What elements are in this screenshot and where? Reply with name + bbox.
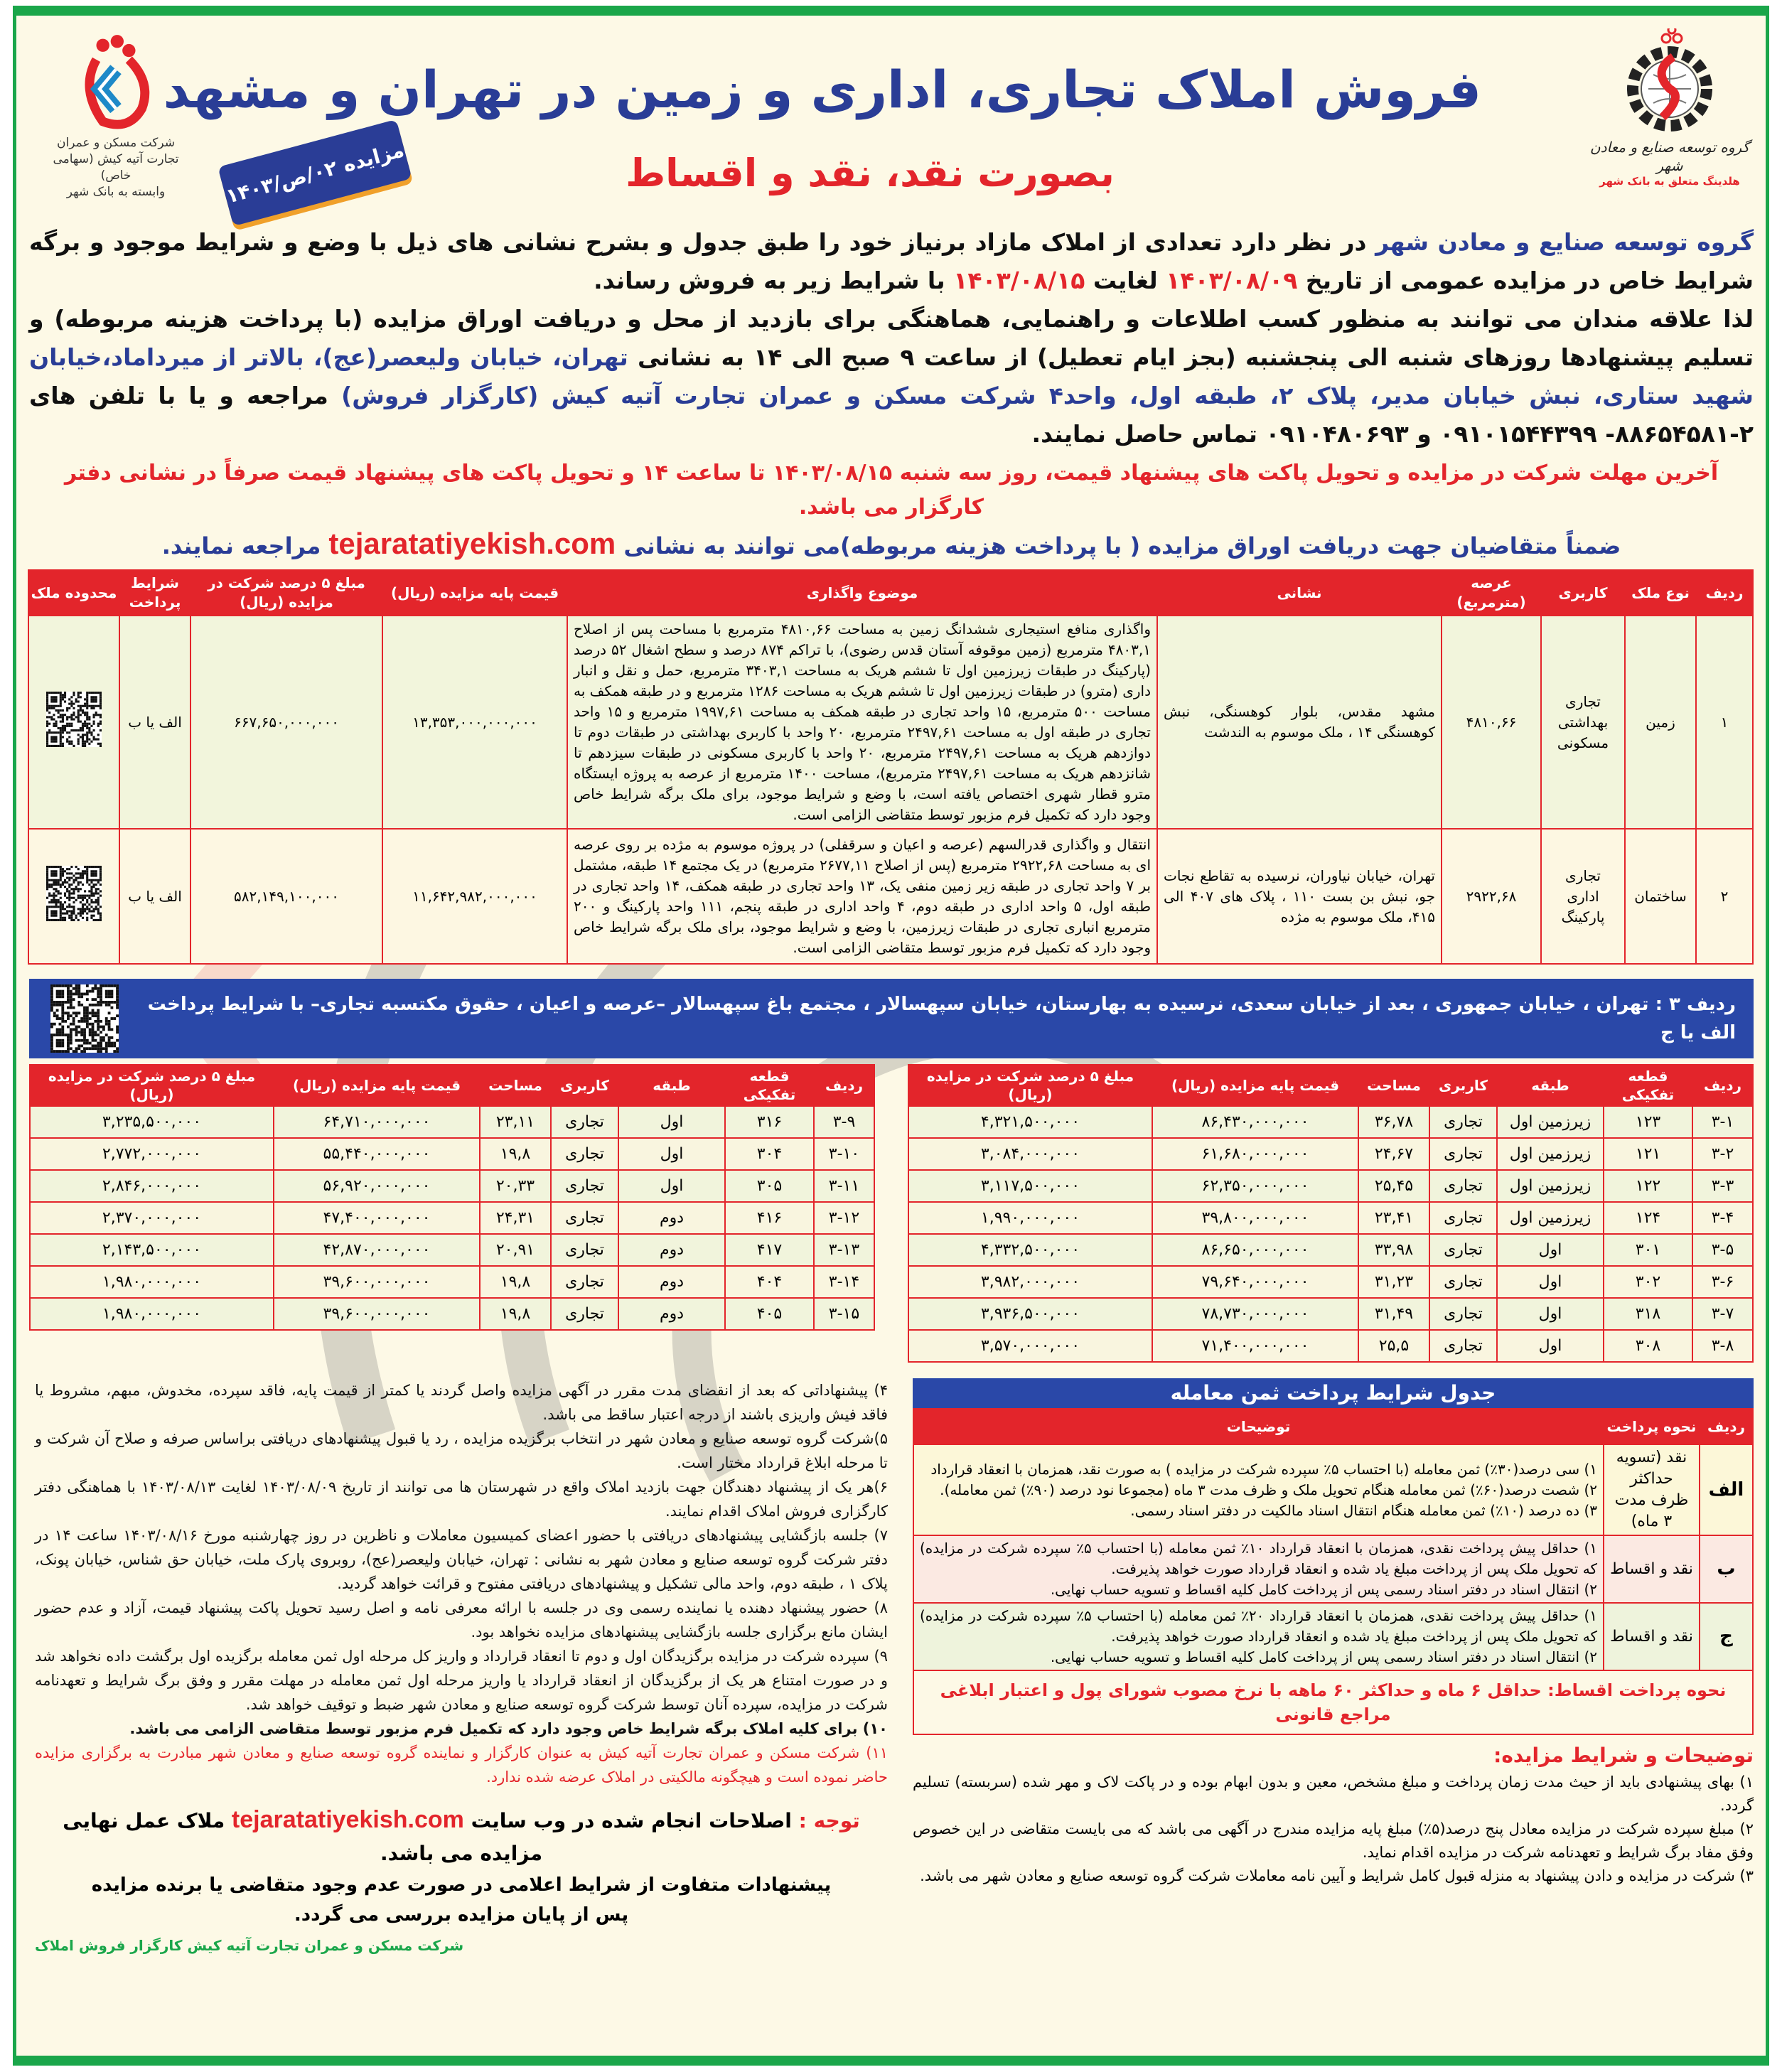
cell-usage: تجاری بهداشتی مسکونی [1541,616,1625,829]
condition-item: ۱) بهای پیشنهادی باید از حیث مدت زمان پرداخت و مبلغ مشخص، معین و بدون ابهام بوده و در پاکت لاک و مهر شده (سربسته) تسلیم گردد. [913,1773,1754,1814]
cell-floor: اول [618,1106,725,1138]
cell-base-price: ۳۹,۶۰۰,۰۰۰,۰۰۰ [274,1298,480,1330]
cell-area: ۲۴,۳۱ [480,1202,551,1234]
unit-row [908,1234,1753,1266]
cell-deposit: ۶۶۷,۶۵۰,۰۰۰,۰۰۰ [190,616,382,829]
header-method: نحوه پرداخت [1604,1409,1700,1444]
cell-row: ۱ [1696,616,1753,829]
cell-floor: زیرزمین اول [1497,1106,1604,1138]
cell-type: زمین [1625,616,1696,829]
cell-base-price: ۱۱,۶۴۲,۹۸۲,۰۰۰,۰۰۰ [382,829,567,964]
payment-terms-table [913,1408,1754,1671]
cell-parcel: ۳۰۸ [1604,1330,1692,1362]
date-from: ۱۴۰۳/۰۸/۰۹ [1166,267,1298,294]
cell-floor: اول [1497,1266,1604,1298]
cell-base-price: ۵۵,۴۴۰,۰۰۰,۰۰۰ [274,1138,480,1170]
cell-usage: تجاری [1429,1202,1497,1234]
contact-phones: مراجعه و یا با تلفن های ۲-۸۸۶۵۴۵۸۱- ۰۹۱۰۱۵۴۴۳۹۹ و ۰۹۱۰۴۸۰۶۹۳ تماس حاصل نمایند. [29,382,1754,448]
agent-address: تهران، خیابان ولیعصر(عج)، بالاتر از میرداماد،خیابان شهید ستاری، نبش خیابان مدیر، پلاک ۲، طبقه اول، واحد۴ شرکت مسکن و عمران تجارت آتیه کیش (کارگزار فروش) [29,343,1754,409]
column-header: مبلغ ۵ درصد شرکت در مزایده (ریال) [190,570,382,616]
unit-row [30,1298,874,1330]
column-header: قطعه تفکیکی [725,1065,814,1106]
cell-usage: تجاری [551,1170,618,1202]
column-header: ردیف [1692,1065,1753,1106]
notice-text: اصلاحات انجام شده در وب سایت [463,1809,799,1832]
cell-row: ۳-۱۵ [814,1298,874,1330]
cell-row: ۳-۹ [814,1106,874,1138]
column-header: کاربری [551,1065,618,1106]
column-header: محدوده ملک [28,570,119,616]
column-header: مبلغ ۵ درصد شرکت در مزایده (ریال) [908,1065,1152,1106]
payment-terms [913,1378,1754,1735]
property-row [28,829,1753,964]
column-header: قیمت پایه مزایده (ریال) [274,1065,480,1106]
cell-base-price: ۷۱,۴۰۰,۰۰۰,۰۰۰ [1152,1330,1358,1362]
cell-floor: اول [1497,1234,1604,1266]
cell-area: ۱۹,۸ [480,1138,551,1170]
cell-usage: تجاری [1429,1170,1497,1202]
cell-area: ۳۳,۹۸ [1358,1234,1429,1266]
column-header: مساحت [1358,1065,1429,1106]
unit-row [30,1138,874,1170]
left-logo-line-3: وابسته به بانک شهر [66,185,166,199]
unit-row [30,1170,874,1202]
column-header: شرایط پرداخت [119,570,190,616]
cell-parcel: ۴۰۴ [725,1266,814,1298]
bottom-right-column [913,1378,1754,1888]
cell-usage: تجاری [1429,1330,1497,1362]
cell-floor: دوم [618,1298,725,1330]
row3-banner [29,979,1754,1058]
cell-floor: دوم [618,1234,725,1266]
payment-step: ۲) شصت درصد(۶۰٪) ثمن معامله هنگام تحویل ملک و ظرف مدت ۳ ماه (مجموعا نود درصد (۹۰٪) ثمن معامله). [940,1481,1597,1498]
notice-line-1 [35,1803,888,1870]
cell-area: ۳۶,۷۸ [1358,1106,1429,1138]
notice-text: ملاک عمل نهایی مزایده می باشد. [63,1809,543,1865]
cell-deposit: ۳,۱۱۷,۵۰۰,۰۰۰ [908,1170,1152,1202]
cell-floor: زیرزمین اول [1497,1170,1604,1202]
cell-deposit: ۳,۲۳۵,۵۰۰,۰۰۰ [30,1106,274,1138]
payment-option-row [913,1444,1753,1535]
cell-floor: دوم [618,1202,725,1234]
payment-code: ب [1700,1535,1753,1603]
unit-row [908,1298,1753,1330]
cell-payment: الف یا ب [119,616,190,829]
notice-line-2: پیشنهادات متفاوت از شرایط اعلامی در صورت عدم وجود متقاضی یا برنده مزایده [91,1874,832,1896]
cell-base-price: ۴۲,۸۷۰,۰۰۰,۰۰۰ [274,1234,480,1266]
cell-floor: اول [1497,1298,1604,1330]
cell-row: ۳-۳ [1692,1170,1753,1202]
property-row [28,616,1753,829]
cell-deposit: ۱,۹۸۰,۰۰۰,۰۰۰ [30,1266,274,1298]
cell-row: ۳-۱۲ [814,1202,874,1234]
cell-deposit: ۱,۹۹۰,۰۰۰,۰۰۰ [908,1202,1152,1234]
condition-item: ۸) حضور پیشنهاد دهنده یا نماینده رسمی وی در جلسه با ارائه معرفی نامه و اصل رسید تحویل پاکت پیشنهاد قیمت، آزاد و عدم حضور ایشان مانع برگزاری جلسه بازگشایی پیشنهادهای مزایده نخواهد بود. [35,1599,888,1641]
cell-parcel: ۳۰۵ [725,1170,814,1202]
cell-base-price: ۸۶,۶۵۰,۰۰۰,۰۰۰ [1152,1234,1358,1266]
intro-text: در مزایده عمومی از تاریخ [1297,267,1609,294]
cell-area: ۲۳,۱۱ [480,1106,551,1138]
right-logo [1588,28,1751,188]
cell-parcel: ۱۲۲ [1604,1170,1692,1202]
cell-area: ۲۴,۶۷ [1358,1138,1429,1170]
cell-usage: تجاری [1429,1106,1497,1138]
cell-row: ۳-۱۴ [814,1266,874,1298]
cell-area: ۲۰,۹۱ [480,1234,551,1266]
cell-floor: اول [1497,1330,1604,1362]
cell-usage: تجاری [1429,1298,1497,1330]
website-notice [29,525,1754,565]
cell-row: ۳-۱۰ [814,1138,874,1170]
unit-row [908,1106,1753,1138]
company-name: گروه توسعه صنایع و معادن شهر [1375,228,1754,256]
column-header: طبقه [1497,1065,1604,1106]
intro-emphasis: با وضع و شرایط موجود و برگه شرایط خاص [29,228,1754,294]
condition-item: ۷) جلسه بازگشایی پیشنهادهای دریافتی با حضور اعضای کمیسیون معاملات و ناظرین در روز چهارشنبه مورخ ۱۴۰۳/۰۸/۱۶ ساعت ۱۴ در دفتر شرکت گروه توسعه صنایع و معادن شهر به نشانی : تهران، خیابان ولیعصر(عج)، روبروی پارک ملت، خیابان حق شناس، خیابان پونک، پلاک ۱ ، طبقه دوم، واحد مالی تشکیل و پیشنهادهای دریافتی مفتوح و قرائت خواهد گردید. [35,1527,889,1592]
cell-area: ۴۸۱۰,۶۶ [1442,616,1541,829]
cell-base-price: ۸۶,۴۳۰,۰۰۰,۰۰۰ [1152,1106,1358,1138]
cell-floor: اول [618,1138,725,1170]
properties-table [28,569,1754,965]
cell-usage: تجاری [1429,1266,1497,1298]
column-header: قیمت پایه مزایده (ریال) [1152,1065,1358,1106]
column-header: کاربری [1541,570,1625,616]
agent-footer: شرکت مسکن و عمران تجارت آتیه کیش کارگزار فروش املاک [35,1937,464,1954]
cell-address: مشهد مقدس، بلوار کوهسنگی، نبش کوهسنگی ۱۴ ، ملک موسوم به الندشت [1157,616,1442,829]
cell-usage: تجاری اداری پارکینگ [1541,829,1625,964]
cell-row: ۳-۵ [1692,1234,1753,1266]
cell-deposit: ۲,۸۴۶,۰۰۰,۰۰۰ [30,1170,274,1202]
payment-code: الف [1700,1444,1753,1535]
cell-deposit: ۳,۹۸۲,۰۰۰,۰۰۰ [908,1266,1152,1298]
payment-method: نقد و اقساط [1604,1603,1700,1670]
payment-terms-title: جدول شرایط پرداخت ثمن معامله [913,1378,1754,1408]
cell-usage: تجاری [1429,1234,1497,1266]
cell-base-price: ۵۶,۹۲۰,۰۰۰,۰۰۰ [274,1170,480,1202]
units-table-right [908,1064,1754,1363]
qr-code-icon[interactable] [46,692,102,747]
condition-item: ۳) شرکت در مزایده و دادن پیشنهاد به منزله قبول کامل شرایط و آیین نامه معاملات شرکت گروه توسعه صنایع و معادن شهر می باشد. [920,1867,1754,1884]
cell-area: ۲۵,۵ [1358,1330,1429,1362]
qr-code-icon[interactable] [50,984,119,1053]
cell-deposit: ۲,۳۷۰,۰۰۰,۰۰۰ [30,1202,274,1234]
condition-item: ۹) سپرده شرکت در مزایده برگزیدگان اول و دوم تا انعقاد قرارداد و واریز کل مرحله اول ثمن معامله برگزیده اول برگشت داده نخواهد شد و در صورت امتناع هر یک از برگزیدگان از انعقاد قرارداد یا واریز مرحله اول ثمن معامله در مهلت مقرر و وفق برگ شرایط و تعهدنامه شرکت در مزایده، سپرده آنان توسط شرکت گروه توسعه صنایع و معادن شهر ضبط و توقیف خواهد شد. [35,1648,888,1713]
cell-payment: الف یا ب [119,829,190,964]
cell-usage: تجاری [551,1266,618,1298]
unit-row [908,1202,1753,1234]
left-logo-line-1: شرکت مسکن و عمران [57,136,175,150]
cell-address: تهران، خیابان نیاوران، نرسیده به تقاطع نجات جو، نبش بن بست ۱۱۰ ، پلاک های ۴۰۷ الی ۴۱۵، ملک موسوم به مژده [1157,829,1442,964]
payment-code: ج [1700,1603,1753,1670]
cell-base-price: ۳۹,۶۰۰,۰۰۰,۰۰۰ [274,1266,480,1298]
gear-globe-logo-icon [1616,28,1723,135]
cell-row: ۳-۱۳ [814,1234,874,1266]
column-header: مساحت [480,1065,551,1106]
cell-usage: تجاری [551,1234,618,1266]
cell-deposit: ۲,۷۷۲,۰۰۰,۰۰۰ [30,1138,274,1170]
unit-row [908,1330,1753,1362]
cell-parcel: ۴۰۵ [725,1298,814,1330]
website-link[interactable]: tejaratatiyekish.com [231,1806,464,1833]
cell-parcel: ۱۲۴ [1604,1202,1692,1234]
cell-area: ۲۹۲۲,۶۸ [1442,829,1541,964]
bottom-left-column [35,1378,888,1954]
bottom-section [29,1378,1754,1954]
payment-method: نقد و اقساط [1604,1535,1700,1603]
unit-row [30,1266,874,1298]
cell-parcel: ۳۰۲ [1604,1266,1692,1298]
cell-base-price: ۳۹,۸۰۰,۰۰۰,۰۰۰ [1152,1202,1358,1234]
qr-code-icon[interactable] [46,866,102,921]
intro-paragraph [29,223,1754,453]
payment-step: ۲) انتقال اسناد در دفتر اسناد رسمی پس از پرداخت کامل کلیه اقساط و تسویه حساب نهایی. [1050,1581,1597,1598]
intro-text: لغایت [1085,267,1166,294]
cell-deposit: ۳,۰۸۴,۰۰۰,۰۰۰ [908,1138,1152,1170]
unit-row [30,1234,874,1266]
cell-row: ۳-۱ [1692,1106,1753,1138]
cell-base-price: ۱۳,۳۵۳,۰۰۰,۰۰۰,۰۰۰ [382,616,567,829]
cell-deposit: ۲,۱۴۳,۵۰۰,۰۰۰ [30,1234,274,1266]
website-text: ضمناً متقاضیان جهت دریافت اوراق مزایده ( با پرداخت هزینه مربوطه)می توانند به نشانی [616,532,1621,559]
cell-base-price: ۴۷,۴۰۰,۰۰۰,۰۰۰ [274,1202,480,1234]
intro-text: لذا علاقه مندان می توانند به منظور کسب اطلاعات و راهنمایی، هماهنگی برای بازدید از محل و دریافت اوراق مزایده (با پرداخت هزینه مربوطه) و تسلیم پیشنهادها روزهای شنبه الی پنجشنبه (بجز ایام تعطیل) از ساعت ۹ صبح الی ۱۴ به نشانی [29,305,1754,371]
cell-row: ۳-۲ [1692,1138,1753,1170]
deadline-notice: آخرین مهلت شرکت در مزایده و تحویل پاکت های پیشنهاد قیمت، روز سه شنبه ۱۴۰۳/۰۸/۱۵ تا ساعت ۱۴ و تحویل پاکت های پیشنهاد قیمت صرفاً در نشانی دفتر کارگزار می باشد. [64,461,1719,520]
cell-parcel: ۱۲۳ [1604,1106,1692,1138]
payment-description [913,1535,1604,1603]
cell-parcel: ۳۰۱ [1604,1234,1692,1266]
cell-floor: دوم [618,1266,725,1298]
cell-base-price: ۶۲,۳۵۰,۰۰۰,۰۰۰ [1152,1170,1358,1202]
website-text: مراجعه نمایند. [161,532,329,559]
page-title: فروش املاک تجاری، اداری و زمین در تهران و مشهد [163,60,1481,119]
cell-area: ۱۹,۸ [480,1266,551,1298]
column-header: عرصه (مترمربع) [1442,570,1541,616]
cell-row: ۳-۴ [1692,1202,1753,1234]
installment-terms: نحوه پرداخت اقساط: حداقل ۶ ماه و حداکثر ۶۰ ماهه با نرخ مصوب شورای پول و اعتبار ابلاغی مراجع قانونی [913,1671,1754,1735]
condition-item: ۵)شرکت گروه توسعه صنایع و معادن شهر در انتخاب برگزیده مزایده ، رد یا قبول پیشنهادهای دریافتی براساس صرفه و صلاح آن شرکت و تا مرحله ابلاغ قرارداد مختار است. [35,1430,888,1471]
payment-method: نقد (تسویه حداکثر ظرف مدت ۳ ماه) [1604,1444,1700,1535]
units-tables [29,1064,1754,1363]
unit-row [908,1266,1753,1298]
cell-parcel: ۴۱۶ [725,1202,814,1234]
cell-base-price: ۶۱,۶۸۰,۰۰۰,۰۰۰ [1152,1138,1358,1170]
cell-area: ۱۹,۸ [480,1298,551,1330]
cell-parcel: ۳۰۴ [725,1138,814,1170]
cell-area: ۳۱,۴۹ [1358,1298,1429,1330]
cell-floor: زیرزمین اول [1497,1202,1604,1234]
column-header: قطعه تفکیکی [1604,1065,1692,1106]
cell-usage: تجاری [551,1106,618,1138]
cell-floor: زیرزمین اول [1497,1138,1604,1170]
cell-parcel: ۳۱۸ [1604,1298,1692,1330]
right-logo-tagline: هلدینگ متعلق به بانک شهر [1599,175,1740,188]
cell-area: ۲۵,۴۵ [1358,1170,1429,1202]
cell-subject: واگذاری منافع استیجاری ششدانگ زمین به مساحت ۴۸۱۰,۶۶ مترمربع با مساحت پس از اصلاح ۴۸۰۳,۱ مترمربع (زمین موقوفه آستان قدس رضوی)، با تراکم ۸۷۴ درصد و سطح اشغال ۵۲ درصد (پارکینگ در طبقات زیرزمین اول تا ششم هریک به مساحت ۳۴۰۳,۱ مترمربع، حمل و نقل و انبار داری (مترو) در طبقات زیرزمین اول تا ششم هریک به مساحت ۱۲۸۶ مترمربع و در طبقه همکف به مساحت ۵۰۰ مترمربع، ۱۵ واحد تجاری در طبقه همکف به مساحت ۱۹۹۷,۶۱ مترمربع و ۱۵ واحد تجاری در طبقه اول به مساحت ۲۴۹۷,۶۱ مترمربع، ۲۰ واحد با کاربری بهداشتی در طبقات دوم تا دوازدهم هریک به مساحت ۲۴۹۷,۶۱ مترمربع، ۲۰ واحد با کاربری مسکونی در طبقات سیزدهم تا شانزدهم هریک به مساحت ۲۴۹۷,۶۱ مترمربع)، مساحت ۱۴۰۰ مترمربع از عرصه به پروژه ایستگاه مترو قطار شهری اختصاص یافته است، با وضع و شرایط موجود، برای ملک برگه شرایط خاص وجود دارد که تکمیل فرم مزبور توسط متقاضی الزامی است. [567,616,1157,829]
header-description: توضیحات [913,1409,1604,1444]
page-subtitle: بصورت نقد، نقد و اقساط [626,151,1115,195]
unit-row [30,1106,874,1138]
conditions-list [913,1741,1754,1888]
cell-deposit: ۴,۳۲۱,۵۰۰,۰۰۰ [908,1106,1152,1138]
cell-base-price: ۶۴,۷۱۰,۰۰۰,۰۰۰ [274,1106,480,1138]
cell-row: ۲ [1696,829,1753,964]
cell-deposit: ۳,۵۷۰,۰۰۰,۰۰۰ [908,1330,1152,1362]
unit-row [908,1170,1753,1202]
cell-row: ۳-۱۱ [814,1170,874,1202]
conditions-title: توضیحات و شرایط مزایده: [1493,1744,1754,1767]
right-logo-name: گروه توسعه صنایع و معادن شهر [1589,139,1750,174]
cell-row: ۳-۸ [1692,1330,1753,1362]
units-table-left [29,1064,875,1331]
cell-parcel: ۴۱۷ [725,1234,814,1266]
payment-option-row [913,1535,1753,1603]
column-header: ردیف [814,1065,874,1106]
website-link[interactable]: tejaratatiyekish.com [328,527,616,560]
condition-item: ۴) پیشنهاداتی که بعد از انقضای مدت مقرر در آگهی مزایده واصل گردند یا کمتر از قیمت پایه، فاقد سپرده، مخدوش، مبهم، مشروط یا فاقد فیش واریزی باشند از درجه اعتبار ساقط می باشد. [35,1382,888,1423]
cell-usage: تجاری [1429,1138,1497,1170]
payment-option-row [913,1603,1753,1670]
cell-usage: تجاری [551,1138,618,1170]
cell-floor: اول [618,1170,725,1202]
date-to: ۱۴۰۳/۰۸/۱۵ [953,267,1085,294]
cell-base-price: ۷۸,۷۳۰,۰۰۰,۰۰۰ [1152,1298,1358,1330]
cell-location-qr [28,616,119,829]
payment-step: ۳) ده درصد (۱۰٪) ثمن معامله هنگام انتقال اسناد مالکیت در دفتر اسناد رسمی. [1130,1501,1597,1519]
cell-usage: تجاری [551,1298,618,1330]
cell-subject: انتقال و واگذاری قدرالسهم (عرصه و اعیان و سرقفلی) در پروژه موسوم به مژده بر روی عرصه ای به مساحت ۲۹۲۲,۶۸ مترمربع (پس از اصلاح ۲۶۷۷,۱۱ مترمربع) در یک مجتمع ۱۴ طبقه، مشتمل بر ۷ واحد تجاری در طبقه زیر زمین منفی یک، ۱۳ واحد تجاری در طبقه همکف، ۱۴ واحد تجاری در طبقه اول، ۵ واحد اداری در طبقه دوم، ۴ واحد اداری در طبقه پنجم، ۱۱۱ واحد پارکینگ و ۲۰۰ مترمربع انباری تجاری در طبقات زیرزمین، با وضع و شرایط موجود، برای ملک برگه شرایط خاص وجود دارد که تکمیل فرم مزبور توسط متقاضی الزامی است. [567,829,1157,964]
conditions-list-continued [35,1378,888,1789]
cell-type: ساختمان [1625,829,1696,964]
header-row: ردیف [1700,1409,1753,1444]
notice-label: توجه : [798,1809,860,1832]
column-header: مبلغ ۵ درصد شرکت در مزایده (ریال) [30,1065,274,1106]
notice-line-3: پس از پایان مزایده بررسی می گردد. [294,1904,629,1926]
payment-description [913,1603,1604,1670]
cell-parcel: ۱۲۱ [1604,1138,1692,1170]
condition-item: ۱۱) شرکت مسکن و عمران تجارت آتیه کیش به عنوان کارگزار و نماینده گروه توسعه صنایع و معادن شهر مبادرت به برگزاری مزایده حاضر نموده است و هیچگونه مالکیتی در املاک عرضه شده ندارد. [35,1744,888,1786]
cell-deposit: ۴,۳۳۲,۵۰۰,۰۰۰ [908,1234,1152,1266]
auction-number-badge: مزایده ۰۲/ص/۱۴۰۳ [218,119,412,226]
payment-description [913,1444,1604,1535]
cell-area: ۲۳,۴۱ [1358,1202,1429,1234]
payment-step: ۱) حداقل پیش پرداخت نقدی، همزمان با انعقاد قرارداد ۱۰٪ ثمن معامله (با احتساب ۵٪ سپرده شرکت در مزایده) که تحویل ملک پس از پرداخت مبلغ یاد شده و انعقاد قرارداد صورت خواهد پذیرفت. [920,1540,1597,1577]
intro-text: در نظر دارد تعدادی از املاک مازاد برنیاز خود را طبق جدول و بشرح نشانی های ذیل [387,228,1376,256]
column-header: کاربری [1429,1065,1497,1106]
unit-row [30,1202,874,1234]
condition-item: ۲) مبلغ سپرده شرکت در مزایده معادل پنج درصد(۵٪) مبلغ پایه مزایده مندرج در آگهی می باشد که می بایست متقاضی در این خصوص وفق مفاد برگ شرایط و تعهدنامه شرکت در مزایده اقدام نماید. [913,1820,1754,1861]
column-header: طبقه [618,1065,725,1106]
content-flow [29,223,1754,1954]
cell-area: ۲۰,۳۳ [480,1170,551,1202]
cell-deposit: ۵۸۲,۱۴۹,۱۰۰,۰۰۰ [190,829,382,964]
condition-item: ۱۰) برای کلیه املاک برگه شرایط خاص وجود دارد که تکمیل فرم مزبور توسط متقاضی الزامی می باشد. [129,1720,888,1737]
cell-deposit: ۳,۹۳۶,۵۰۰,۰۰۰ [908,1298,1152,1330]
unit-row [908,1138,1753,1170]
cell-location-qr [28,829,119,964]
row3-address: ردیف ۳ : تهران ، خیابان جمهوری ، بعد از خیابان سعدی، نرسیده به بهارستان، خیابان سپهسالار ، مجتمع باغ سپهسالار –عرصه و اعیان ، حقوق مکتسبه تجاری– با شرایط پرداخت الف یا ج [147,994,1736,1043]
column-header: موضوع واگذاری [567,570,1157,616]
auction-advertisement [13,6,1769,2066]
cell-row: ۳-۷ [1692,1298,1753,1330]
column-header: نشانی [1157,570,1442,616]
payment-step: ۲) انتقال اسناد در دفتر اسناد رسمی پس از پرداخت کامل کلیه اقساط و تسویه حساب نهایی. [1050,1648,1597,1665]
cell-parcel: ۳۱۶ [725,1106,814,1138]
cell-row: ۳-۶ [1692,1266,1753,1298]
column-header: ردیف [1696,570,1753,616]
cell-area: ۳۱,۲۳ [1358,1266,1429,1298]
intro-text: با شرایط زیر به فروش رساند. [594,267,954,294]
column-header: نوع ملک [1625,570,1696,616]
cell-deposit: ۱,۹۸۰,۰۰۰,۰۰۰ [30,1298,274,1330]
payment-step: ۱) سی درصد(۳۰٪) ثمن معامله (با احتساب ۵٪ سپرده شرکت در مزایده ) به صورت نقد، همزمان با انعقاد قرارداد [930,1460,1597,1478]
cell-usage: تجاری [551,1202,618,1234]
condition-item: ۶)هر یک از پیشنهاد دهندگان جهت بازدید املاک واقع در شهرستان ها می توانند از تاریخ ۱۴۰۳/۰۸/۰۹ لغایت ۱۴۰۳/۰۸/۱۳ با هماهنگی دفتر کارگزاری فروش املاک اقدام نمایند. [35,1478,888,1520]
column-header: قیمت پایه مزایده (ریال) [382,570,567,616]
cell-base-price: ۷۹,۶۴۰,۰۰۰,۰۰۰ [1152,1266,1358,1298]
left-logo-line-2: تجارت آتیه کیش (سهامی خاص) [53,152,179,183]
payment-step: ۱) حداقل پیش پرداخت نقدی، همزمان با انعقاد قرارداد ۲۰٪ ثمن معامله (با احتساب ۵٪ سپرده شرکت در مزایده) که تحویل ملک پس از پرداخت مبلغ یاد شده و انعقاد قرارداد صورت خواهد پذیرفت. [920,1607,1597,1645]
housing-company-logo-icon [77,33,155,132]
